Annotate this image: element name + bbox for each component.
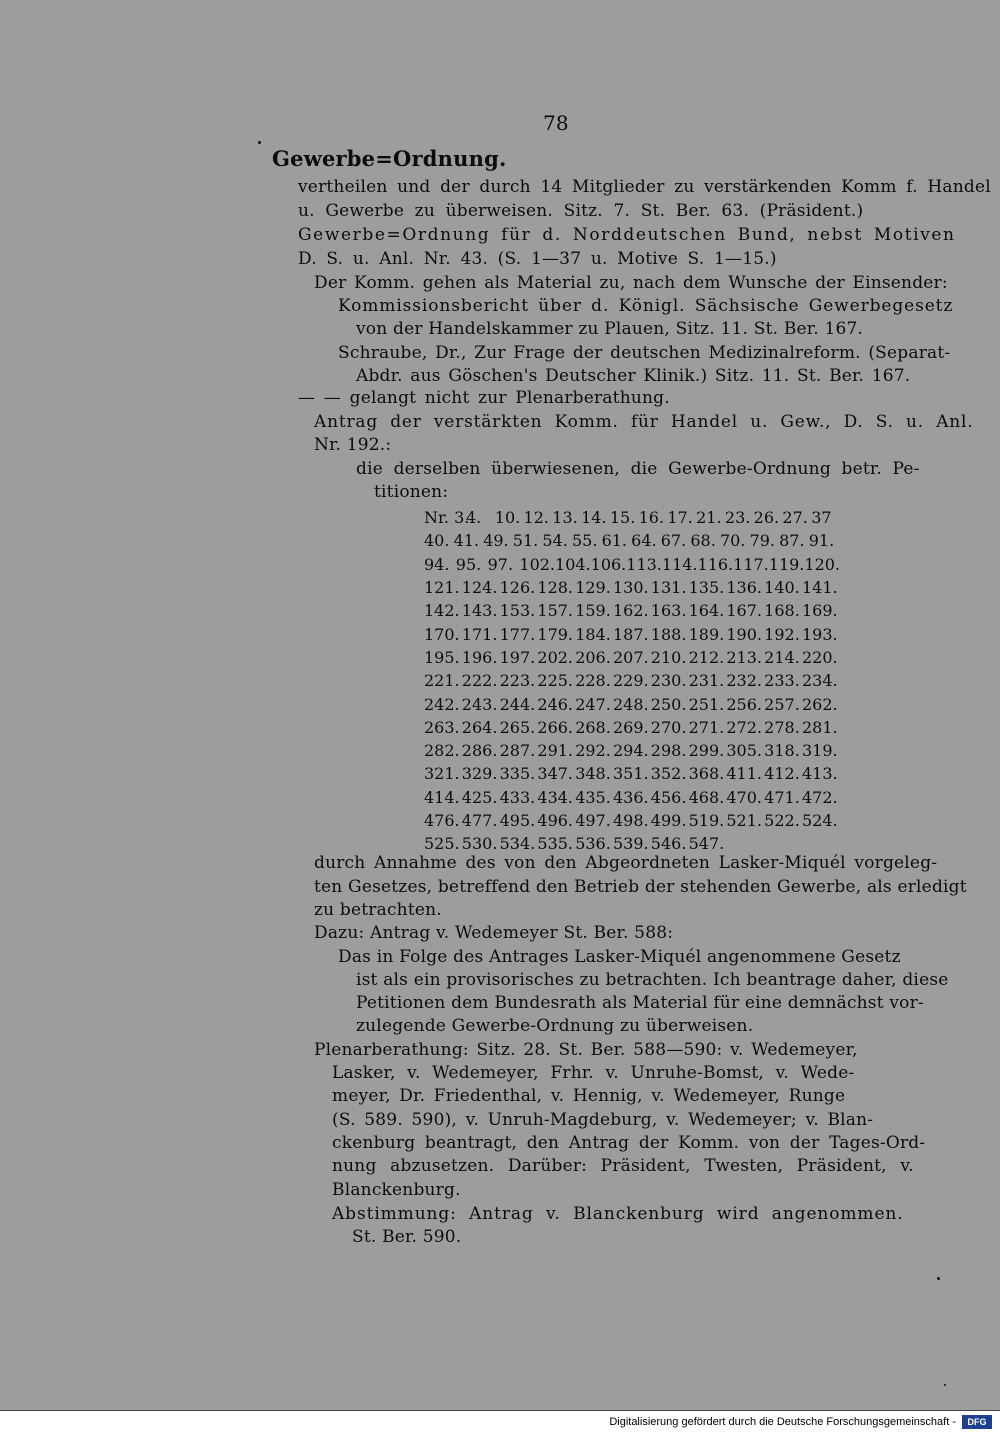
petition-number-row	[424, 692, 840, 715]
petition-number-row	[424, 716, 840, 739]
text-line: Blanckenburg.	[332, 1180, 461, 1200]
text-line: die derselben überwiesenen, die Gewerbe-Ordnung betr. Pe-	[356, 459, 920, 479]
petition-number: 210.	[650, 647, 687, 667]
petition-number: 17.	[667, 508, 693, 528]
text-line: Antrag der verstärkten Komm. für Handel u. Gew., D. S. u. Anl.	[314, 412, 974, 432]
text-line: (S. 589. 590), v. Unruh-Magdeburg, v. Wedemeyer; v. Blan-	[332, 1110, 874, 1130]
text-line: Der Komm. gehen als Material zu, nach dem Wunsche der Einsender:	[314, 273, 948, 293]
petition-number: 70.	[719, 531, 746, 551]
petition-number: 348.	[575, 764, 611, 784]
petition-number: 55.	[571, 531, 598, 551]
text-line: zulegende Gewerbe-Ordnung zu überweisen.	[356, 1016, 754, 1036]
petition-number: 164.	[688, 601, 725, 621]
petition-number: 229.	[612, 671, 649, 691]
petition-number: 10.	[494, 508, 521, 528]
petition-number: 525.	[424, 834, 460, 854]
petition-number-row	[424, 646, 840, 669]
text-line: Lasker, v. Wedemeyer, Frhr. v. Unruhe-Bomst, v. Wede-	[332, 1063, 855, 1083]
petition-number-list	[424, 506, 840, 855]
petition-number: 299.	[688, 741, 725, 761]
petition-number: 519.	[688, 811, 725, 830]
petition-number: 79.	[749, 531, 775, 551]
petition-number: 243.	[461, 694, 498, 714]
petition-number: 347.	[537, 764, 574, 784]
footer-credit: Digitalisierung gefördert durch die Deutsche Forschungsgemeinschaft -	[609, 1416, 956, 1428]
petition-number: 195.	[424, 647, 460, 667]
petition-number: 179.	[537, 624, 574, 644]
petition-number: 246.	[537, 694, 574, 714]
text-line: ten Gesetzes, betreffend den Betrieb der stehenden Gewerbe, als erledigt	[314, 877, 967, 897]
petition-number: 433.	[499, 787, 536, 807]
petition-number: 472.	[801, 787, 838, 807]
petition-number: 470.	[726, 787, 762, 807]
petition-number: 214.	[764, 647, 800, 667]
petition-number: 12.	[523, 508, 549, 528]
petition-number: 121.	[424, 578, 460, 598]
petition-number: 120.	[804, 554, 841, 574]
text-line: nung abzusetzen. Darüber: Präsident, Twesten, Präsident, v.	[332, 1156, 914, 1176]
petition-number: 270.	[650, 717, 687, 737]
text-line: von der Handelskammer zu Plauen, Sitz. 11. St. Ber. 167.	[356, 319, 864, 339]
petition-number: 124.	[461, 578, 498, 598]
petition-number: 522.	[764, 811, 800, 830]
petition-number: 271.	[688, 717, 725, 737]
petition-number: 435.	[575, 787, 611, 807]
petition-number: 233.	[764, 671, 800, 691]
text-line: Schraube, Dr., Zur Frage der deutschen Medizinalreform. (Separat-	[338, 343, 951, 363]
petition-number: 234.	[801, 671, 838, 691]
petition-number: 471.	[764, 787, 800, 807]
petition-number: 16.	[638, 508, 665, 528]
petition-number: 321.	[424, 764, 460, 784]
petition-number: 213.	[726, 647, 762, 667]
petition-number: 136.	[726, 578, 762, 598]
petition-number: 232.	[726, 671, 762, 691]
petition-number: 223.	[499, 671, 536, 691]
petition-number: 97.	[487, 554, 514, 574]
petition-number: 281.	[801, 717, 838, 737]
petition-number: 244.	[499, 694, 536, 714]
text-line: Petitionen dem Bundesrath als Material für eine demnächst vor-	[356, 993, 924, 1013]
petition-number: 329.	[461, 764, 498, 784]
petition-number: 206.	[575, 647, 611, 667]
text-line: zu betrachten.	[314, 900, 442, 920]
text-line: vertheilen und der durch 14 Mitglieder zu verstärkenden Komm f. Handel	[298, 177, 991, 197]
petition-number: 266.	[537, 717, 574, 737]
petition-number: 117.	[733, 554, 769, 574]
petition-number: 4.	[466, 508, 482, 528]
petition-number: 539.	[612, 834, 649, 854]
petition-number-row	[424, 739, 840, 762]
petition-number: 530.	[461, 834, 498, 854]
text-line: ist als ein provisorisches zu betrachten. Ich beantrage daher, diese	[356, 970, 949, 990]
petition-number: 171.	[461, 624, 498, 644]
petition-number: 414.	[424, 787, 460, 807]
petition-number: 495.	[499, 811, 536, 830]
petition-number: 335.	[499, 764, 536, 784]
text-line: — — gelangt nicht zur Plenarberathung.	[298, 388, 670, 408]
petition-number: 13.	[552, 508, 578, 528]
scan-speck	[258, 141, 261, 144]
petition-number: 119.	[768, 554, 805, 574]
footer-bar	[0, 1410, 1000, 1433]
petition-number: 268.	[575, 717, 611, 737]
petition-number: 23.	[724, 508, 751, 528]
petition-number: 131.	[650, 578, 687, 598]
petition-number: 368.	[688, 764, 725, 784]
petition-number: 318.	[764, 741, 800, 761]
petition-number: 142.	[424, 601, 460, 621]
petition-number: 41.	[453, 531, 480, 551]
petition-number: 305.	[726, 741, 762, 761]
petition-number: 61.	[601, 531, 628, 551]
petition-number: 207.	[612, 647, 649, 667]
petition-number: 456.	[650, 787, 687, 807]
petition-number: 534.	[499, 834, 536, 854]
text-line: Kommissionsbericht über d. Königl. Sächsische Gewerbegesetz	[338, 296, 954, 316]
text-line: Nr. 192.:	[314, 435, 392, 455]
petition-number: 143.	[461, 601, 498, 621]
petition-number: 497.	[575, 811, 611, 830]
petition-number: 251.	[688, 694, 725, 714]
petition-number: 547.	[688, 834, 725, 854]
petition-number: 157.	[537, 601, 574, 621]
petition-number: 14.	[581, 508, 607, 528]
petition-number: 248.	[612, 694, 649, 714]
petition-number-row	[424, 669, 840, 692]
petition-number-row	[424, 529, 840, 552]
petition-number: 196.	[461, 647, 498, 667]
petition-number-row	[424, 762, 840, 785]
petition-number-row	[424, 809, 840, 832]
text-line: Gewerbe=Ordnung für d. Norddeutschen Bund, nebst Motiven	[298, 225, 956, 245]
petition-number: 286.	[461, 741, 498, 761]
petition-number: 49.	[483, 531, 509, 551]
petition-number: 135.	[688, 578, 725, 598]
text-line: durch Annahme des von den Abgeordneten Lasker-Miquél vorgeleg-	[314, 853, 938, 873]
petition-number: 162.	[612, 601, 649, 621]
petition-number: 114.	[661, 554, 698, 574]
text-line: Dazu: Antrag v. Wedemeyer St. Ber. 588:	[314, 923, 674, 943]
petition-number: 265.	[499, 717, 536, 737]
petition-number: 163.	[650, 601, 687, 621]
petition-number: 15.	[609, 508, 636, 528]
petition-number: 434.	[537, 787, 574, 807]
petition-number: 170.	[424, 624, 460, 644]
petition-number: 499.	[650, 811, 687, 830]
petition-number: 242.	[424, 694, 460, 714]
text-line: St. Ber. 590.	[352, 1227, 462, 1247]
section-heading: Gewerbe=Ordnung.	[272, 146, 507, 171]
text-line: meyer, Dr. Friedenthal, v. Hennig, v. Wedemeyer, Runge	[332, 1086, 846, 1106]
petition-number: 189.	[688, 624, 725, 644]
petition-number: 37	[811, 508, 832, 528]
petition-number: 257.	[764, 694, 800, 714]
petition-number: 222.	[461, 671, 498, 691]
petition-number: 292.	[575, 741, 611, 761]
petition-number: 167.	[726, 601, 762, 621]
petition-number: 546.	[650, 834, 687, 854]
petition-number: 476.	[424, 811, 460, 830]
petition-number: 496.	[537, 811, 574, 830]
petition-number: 436.	[612, 787, 649, 807]
petition-number: 169.	[801, 601, 838, 621]
petition-number-row	[424, 506, 840, 529]
petition-number: 524.	[801, 811, 838, 830]
petition-number: 102.	[519, 554, 556, 574]
petition-number: 231.	[688, 671, 725, 691]
text-line: Abstimmung: Antrag v. Blanckenburg wird angenommen.	[332, 1204, 904, 1224]
petition-number: 87.	[779, 531, 805, 551]
scan-speck	[944, 1384, 946, 1386]
petition-number: 291.	[537, 741, 574, 761]
text-line: Abdr. aus Göschen's Deutscher Klinik.) Sitz. 11. St. Ber. 167.	[356, 366, 911, 386]
text-line: titionen:	[374, 482, 449, 502]
petition-number: 287.	[499, 741, 536, 761]
petition-number: 177.	[499, 624, 536, 644]
scan-speck	[937, 1277, 940, 1280]
petition-number: 298.	[650, 741, 687, 761]
petition-number: 193.	[801, 624, 838, 644]
petition-number: 113.	[626, 554, 662, 574]
petition-number: 352.	[650, 764, 687, 784]
petition-number: 40.	[424, 531, 450, 551]
petition-number: 212.	[688, 647, 725, 667]
dfg-logo: DFG	[962, 1415, 992, 1429]
text-line: D. S. u. Anl. Nr. 43. (S. 1—37 u. Motive S. 1—15.)	[298, 249, 777, 269]
petition-number: 294.	[612, 741, 649, 761]
petition-number-row	[424, 553, 840, 576]
petition-number: 91.	[808, 531, 835, 551]
petition-number: 51.	[512, 531, 539, 551]
petition-number: 521.	[726, 811, 762, 830]
petition-number-row	[424, 786, 840, 809]
petition-number-row	[424, 576, 840, 599]
petition-number: 202.	[537, 647, 574, 667]
petition-number: 106.	[590, 554, 627, 574]
petition-number: 184.	[575, 624, 611, 644]
petition-number: 282.	[424, 741, 460, 761]
text-line: Plenarberathung: Sitz. 28. St. Ber. 588—590: v. Wedemeyer,	[314, 1040, 858, 1060]
petition-number: 412.	[764, 764, 800, 784]
petition-number: 272.	[726, 717, 762, 737]
petition-number: 27.	[782, 508, 808, 528]
petition-number: 26.	[753, 508, 780, 528]
petition-number: Nr. 3.	[424, 508, 470, 528]
petition-number: 263.	[424, 717, 460, 737]
petition-number: 187.	[612, 624, 649, 644]
petition-number: 21.	[696, 508, 722, 528]
petition-number: 197.	[499, 647, 536, 667]
petition-number-row	[424, 622, 840, 645]
petition-number: 351.	[612, 764, 649, 784]
petition-number: 126.	[499, 578, 536, 598]
petition-number: 129.	[575, 578, 611, 598]
petition-number: 319.	[801, 741, 838, 761]
petition-number: 269.	[612, 717, 649, 737]
petition-number: 225.	[537, 671, 574, 691]
petition-number: 141.	[801, 578, 838, 598]
petition-number: 64.	[631, 531, 657, 551]
petition-number: 67.	[660, 531, 687, 551]
petition-number: 413.	[801, 764, 838, 784]
petition-number: 94.	[424, 554, 450, 574]
petition-number: 536.	[575, 834, 611, 854]
petition-number: 264.	[461, 717, 498, 737]
petition-number: 68.	[690, 531, 716, 551]
petition-number: 153.	[499, 601, 536, 621]
petition-number: 130.	[612, 578, 649, 598]
petition-number: 256.	[726, 694, 762, 714]
petition-number: 95.	[455, 554, 482, 574]
petition-number: 220.	[801, 647, 838, 667]
petition-number: 535.	[537, 834, 574, 854]
petition-number: 188.	[650, 624, 687, 644]
petition-number: 221.	[424, 671, 460, 691]
petition-number: 411.	[726, 764, 762, 784]
petition-number: 140.	[764, 578, 800, 598]
text-line: ckenburg beantragt, den Antrag der Komm. von der Tages-Ord-	[332, 1133, 926, 1153]
petition-number: 498.	[612, 811, 649, 830]
petition-number: 128.	[537, 578, 574, 598]
petition-number: 247.	[575, 694, 611, 714]
petition-number: 104.	[555, 554, 591, 574]
petition-number: 278.	[764, 717, 800, 737]
petition-number: 168.	[764, 601, 800, 621]
petition-number: 159.	[575, 601, 611, 621]
petition-number: 230.	[650, 671, 687, 691]
petition-number: 262.	[801, 694, 838, 714]
petition-number-row	[424, 599, 840, 622]
text-line: u. Gewerbe zu überweisen. Sitz. 7. St. Ber. 63. (Präsident.)	[298, 201, 864, 221]
petition-number: 477.	[461, 811, 498, 830]
petition-number: 228.	[575, 671, 611, 691]
petition-number: 425.	[461, 787, 498, 807]
petition-number: 54.	[542, 531, 568, 551]
page-number: 78	[543, 111, 569, 135]
petition-number: 190.	[726, 624, 762, 644]
petition-number: 468.	[688, 787, 725, 807]
petition-number: 192.	[764, 624, 800, 644]
text-line: Das in Folge des Antrages Lasker-Miquél angenommene Gesetz	[338, 947, 901, 967]
petition-number: 250.	[650, 694, 687, 714]
petition-number: 116.	[697, 554, 734, 574]
